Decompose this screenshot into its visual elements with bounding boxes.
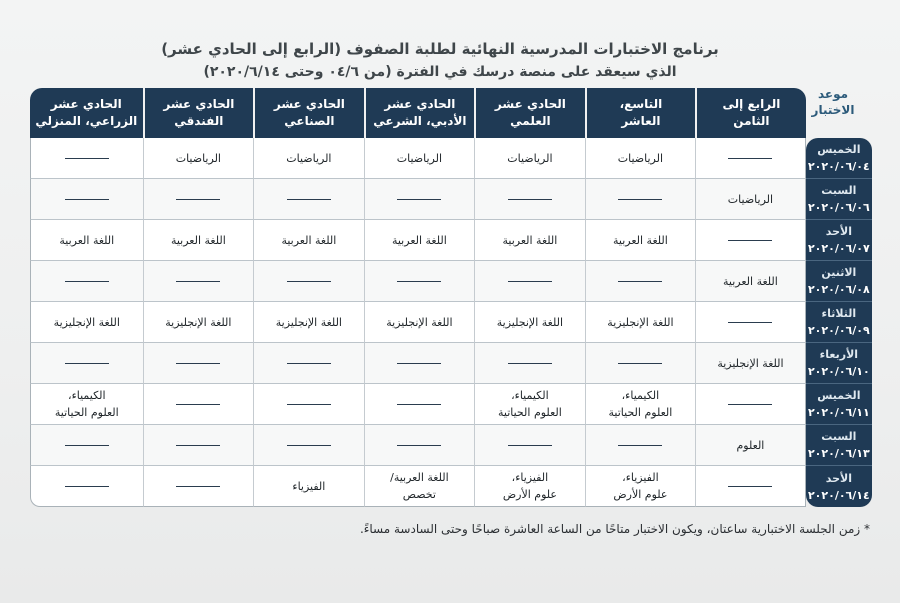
no-exam-dash xyxy=(65,199,109,200)
subject-name: اللغة العربية xyxy=(391,233,447,247)
subject-cell xyxy=(30,466,143,507)
no-exam-dash xyxy=(618,281,662,282)
table-row xyxy=(30,261,872,302)
column-header-line2: العلمي xyxy=(510,114,551,128)
exam-day: الاثنين xyxy=(821,266,857,279)
subject-name: الرياضيات xyxy=(396,151,443,165)
subject-cell xyxy=(143,220,254,261)
column-header-line1: الحادي عشر xyxy=(384,97,456,111)
no-exam-dash xyxy=(728,404,772,405)
subject-cell xyxy=(143,138,254,179)
exam-date: ٢٠٢٠/٠٦/٠٩ xyxy=(807,324,870,337)
subject-name: اللغة العربية/ xyxy=(390,471,449,484)
subject-cell xyxy=(695,261,806,302)
subject-name: علوم الأرض xyxy=(502,488,557,501)
table-row xyxy=(30,384,872,425)
subject-cell xyxy=(253,425,364,466)
column-header-line1: التاسع، xyxy=(619,97,663,111)
subject-cell xyxy=(695,179,806,220)
subject-name: الرياضيات xyxy=(175,151,221,165)
no-exam-dash xyxy=(176,445,220,446)
subject-name: اللغة الإنجليزية xyxy=(165,315,232,329)
column-header-line1: الحادي عشر xyxy=(50,97,122,111)
exam-date-cell xyxy=(806,384,872,425)
subject-cell xyxy=(364,466,475,507)
subject-cell xyxy=(695,138,806,179)
subject-cell xyxy=(30,179,143,220)
subject-name: اللغة الإنجليزية xyxy=(496,315,564,329)
date-column-label: موعد الاختبار xyxy=(811,87,855,117)
subject-name: علوم الأرض xyxy=(613,488,668,501)
subject-cell xyxy=(474,179,585,220)
no-exam-dash xyxy=(176,486,220,487)
no-exam-dash xyxy=(65,281,109,282)
subject-cell xyxy=(253,179,364,220)
exam-date-cell xyxy=(806,425,872,466)
table-row xyxy=(30,466,872,507)
exam-date-cell xyxy=(806,138,872,179)
no-exam-dash xyxy=(287,363,331,364)
subject-name: العلوم xyxy=(736,438,765,452)
subject-name: اللغة الإنجليزية xyxy=(607,315,674,329)
no-exam-dash xyxy=(287,199,331,200)
subject-cell xyxy=(585,179,696,220)
subject-cell xyxy=(143,261,254,302)
column-header-line2: الزراعي، المنزلي xyxy=(35,114,138,128)
subject-cell xyxy=(253,384,364,425)
no-exam-dash xyxy=(287,404,331,405)
header-corner xyxy=(806,88,872,138)
no-exam-dash xyxy=(287,445,331,446)
subject-name: الفيزياء، xyxy=(511,471,549,484)
column-header-line1: الحادي عشر xyxy=(163,97,235,111)
subject-name: تخصص xyxy=(402,488,436,501)
subject-cell xyxy=(585,138,696,179)
subject-cell xyxy=(474,138,585,179)
subject-cell xyxy=(253,343,364,384)
subject-name: العلوم الحياتية xyxy=(497,406,562,419)
subject-cell xyxy=(474,220,585,261)
subject-cell xyxy=(143,384,254,425)
exam-day: الأحد xyxy=(825,471,852,485)
subject-cell xyxy=(585,466,696,507)
subject-cell xyxy=(364,343,475,384)
column-header xyxy=(474,88,585,138)
no-exam-dash xyxy=(397,363,441,364)
subject-cell xyxy=(474,343,585,384)
exam-day: السبت xyxy=(821,184,857,197)
exam-date: ٢٠٢٠/٠٦/٠٦ xyxy=(807,201,870,214)
subject-name: العلوم الحياتية xyxy=(54,406,119,419)
column-header xyxy=(695,88,806,138)
subject-name: الرياضيات xyxy=(507,151,553,165)
subject-name: الرياضيات xyxy=(727,192,774,206)
column-header xyxy=(585,88,696,138)
column-header xyxy=(364,88,475,138)
column-header xyxy=(30,88,143,138)
subject-cell xyxy=(364,261,475,302)
subject-cell xyxy=(695,343,806,384)
subject-name: الكيمياء، xyxy=(68,389,106,402)
subject-cell xyxy=(143,302,254,343)
no-exam-dash xyxy=(397,199,441,200)
no-exam-dash xyxy=(397,445,441,446)
subject-name: اللغة العربية xyxy=(281,233,337,247)
subject-cell xyxy=(474,302,585,343)
no-exam-dash xyxy=(176,404,220,405)
column-header-line2: الصناعي xyxy=(284,114,335,128)
subject-name: اللغة العربية xyxy=(723,274,778,288)
column-header-line2: الفندقي xyxy=(174,114,224,128)
no-exam-dash xyxy=(287,281,331,282)
subject-cell xyxy=(253,302,364,343)
subject-name: الكيمياء، xyxy=(621,389,660,402)
subject-cell xyxy=(30,220,143,261)
subject-cell xyxy=(253,466,364,507)
subject-cell xyxy=(585,302,696,343)
column-header-line1: الحادي عشر xyxy=(494,97,566,111)
table-row xyxy=(30,343,872,384)
exam-date: ٢٠٢٠/٠٦/١٤ xyxy=(807,488,870,502)
subject-cell xyxy=(30,425,143,466)
subject-name: اللغة الإنجليزية xyxy=(275,315,342,329)
subject-cell xyxy=(30,343,143,384)
exam-day: الأحد xyxy=(825,225,852,238)
exam-date-cell xyxy=(806,343,872,384)
subject-cell xyxy=(585,425,696,466)
exam-date: ٢٠٢٠/٠٦/٠٨ xyxy=(807,283,870,296)
no-exam-dash xyxy=(65,158,109,159)
column-header-line2: الأدبي، الشرعي xyxy=(373,114,467,128)
subject-name: اللغة العربية xyxy=(170,233,226,247)
column-header-line1: الحادي عشر xyxy=(273,97,345,111)
exam-date: ٢٠٢٠/٠٦/٠٧ xyxy=(807,242,870,255)
no-exam-dash xyxy=(176,363,220,364)
exam-date-cell xyxy=(806,179,872,220)
subject-cell xyxy=(30,384,143,425)
subject-cell xyxy=(474,466,585,507)
subject-name: الفيزياء، xyxy=(622,471,659,484)
no-exam-dash xyxy=(397,404,441,405)
no-exam-dash xyxy=(508,445,552,446)
subject-name: اللغة العربية xyxy=(613,233,668,247)
subject-name: اللغة العربية xyxy=(502,233,558,247)
subject-cell xyxy=(30,302,143,343)
subject-name: اللغة الإنجليزية xyxy=(717,356,784,370)
no-exam-dash xyxy=(618,363,662,364)
page-subtitle: الذي سيعقد على منصة درسك في الفترة (من ٠٤/٦ وحتى ٢٠٢٠/٦/١٤) xyxy=(203,64,677,80)
table-row xyxy=(30,179,872,220)
exam-date: ٢٠٢٠/٠٦/٠٤ xyxy=(807,160,870,173)
subject-cell xyxy=(474,425,585,466)
exam-day: الخميس xyxy=(817,389,861,402)
subject-cell xyxy=(695,466,806,507)
footnote: * زمن الجلسة الاختبارية ساعتان، ويكون الاختبار متاحًا من الساعة العاشرة صباحًا وحتى السادسة مساءً. xyxy=(359,522,870,536)
subject-cell xyxy=(695,302,806,343)
subject-cell xyxy=(30,261,143,302)
subject-name: اللغة العربية xyxy=(59,233,115,247)
no-exam-dash xyxy=(65,363,109,364)
no-exam-dash xyxy=(65,445,109,446)
exam-day: الثلاثاء xyxy=(821,307,857,320)
subject-cell xyxy=(364,138,475,179)
subject-cell xyxy=(143,466,254,507)
column-header-line1: الرابع إلى xyxy=(722,97,781,111)
column-header xyxy=(253,88,364,138)
page-title: برنامج الاختبارات المدرسية النهائية لطلبة الصفوف (الرابع إلى الحادي عشر) xyxy=(161,40,719,58)
no-exam-dash xyxy=(618,199,662,200)
subject-name: اللغة الإنجليزية xyxy=(53,315,120,329)
exam-day: الأربعاء xyxy=(819,348,859,361)
subject-name: اللغة الإنجليزية xyxy=(386,315,453,329)
no-exam-dash xyxy=(176,281,220,282)
subject-cell xyxy=(695,425,806,466)
no-exam-dash xyxy=(397,281,441,282)
subject-cell xyxy=(585,261,696,302)
subject-cell xyxy=(30,138,143,179)
exam-day: الخميس xyxy=(817,143,861,156)
column-header-line2: الثامن xyxy=(733,114,770,128)
subject-cell xyxy=(253,138,364,179)
no-exam-dash xyxy=(65,486,109,487)
exam-day: السبت xyxy=(821,430,857,443)
subject-cell xyxy=(364,220,475,261)
subject-cell xyxy=(695,220,806,261)
no-exam-dash xyxy=(728,322,772,323)
subject-cell xyxy=(474,384,585,425)
exam-date-cell xyxy=(806,302,872,343)
subject-cell xyxy=(364,302,475,343)
no-exam-dash xyxy=(508,281,552,282)
subject-name: الرياضيات xyxy=(617,151,664,165)
subject-cell xyxy=(474,261,585,302)
subject-cell xyxy=(585,384,696,425)
exam-schedule-table xyxy=(30,88,872,507)
no-exam-dash xyxy=(508,199,552,200)
no-exam-dash xyxy=(728,486,772,487)
no-exam-dash xyxy=(728,158,772,159)
table-row xyxy=(30,425,872,466)
header-row xyxy=(30,88,872,138)
exam-date-cell xyxy=(806,466,872,507)
table-row xyxy=(30,220,872,261)
subject-cell xyxy=(364,384,475,425)
subject-cell xyxy=(364,179,475,220)
column-header xyxy=(143,88,254,138)
subject-cell xyxy=(585,343,696,384)
subject-name: الكيمياء، xyxy=(511,389,549,402)
subject-cell xyxy=(143,343,254,384)
subject-cell xyxy=(143,425,254,466)
subject-cell xyxy=(143,179,254,220)
exam-date: ٢٠٢٠/٠٦/١٠ xyxy=(807,365,870,378)
no-exam-dash xyxy=(618,445,662,446)
exam-date-cell xyxy=(806,261,872,302)
exam-date-cell xyxy=(806,220,872,261)
column-header-line2: العاشر xyxy=(621,114,661,128)
no-exam-dash xyxy=(508,363,552,364)
exam-date: ٢٠٢٠/٠٦/١١ xyxy=(807,406,870,419)
subject-cell xyxy=(364,425,475,466)
subject-name: العلوم الحياتية xyxy=(608,406,673,419)
no-exam-dash xyxy=(728,240,772,241)
subject-cell xyxy=(695,384,806,425)
subject-name: الفيزياء xyxy=(292,479,326,493)
table-row xyxy=(30,138,872,179)
subject-name: الرياضيات xyxy=(286,151,332,165)
subject-cell xyxy=(253,220,364,261)
table-row xyxy=(30,302,872,343)
exam-date: ٢٠٢٠/٠٦/١٣ xyxy=(807,447,870,460)
subject-cell xyxy=(253,261,364,302)
no-exam-dash xyxy=(176,199,220,200)
subject-cell xyxy=(585,220,696,261)
